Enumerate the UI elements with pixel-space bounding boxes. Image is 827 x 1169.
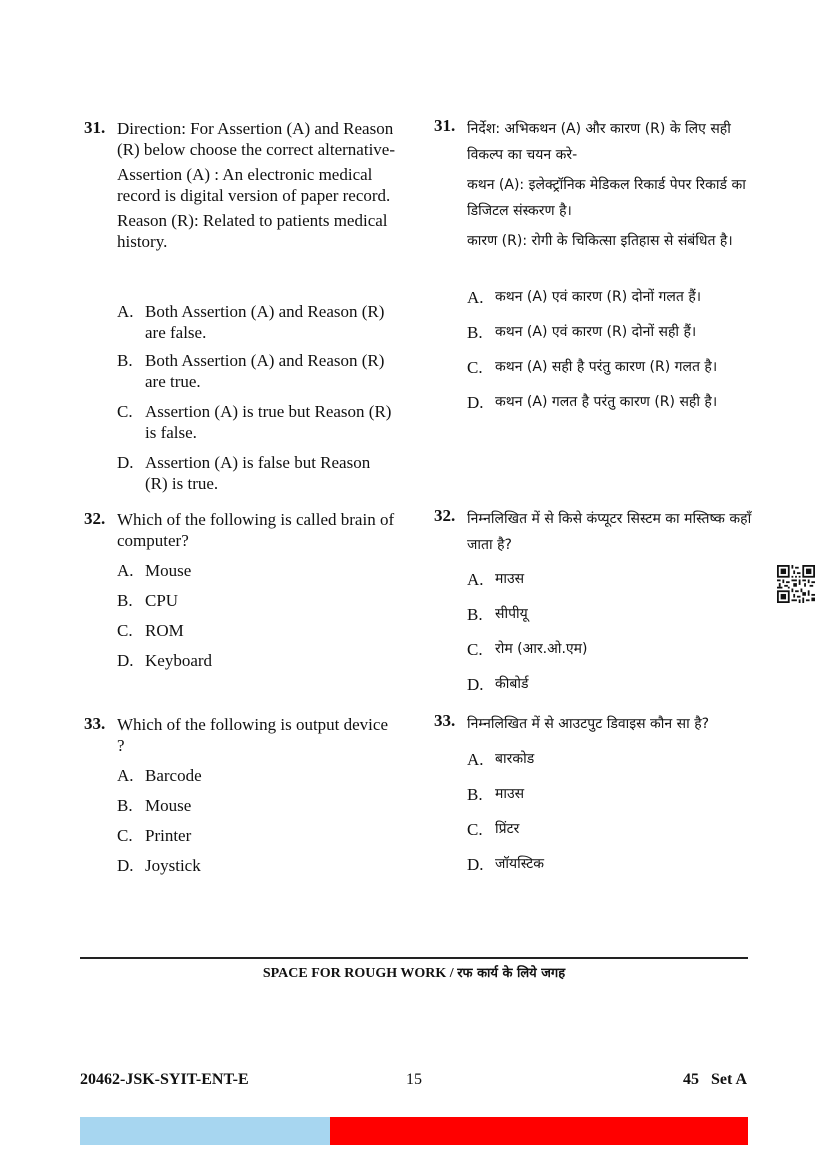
option-text: माउस (495, 571, 525, 587)
option-letter: B. (117, 591, 133, 610)
option-letter: A. (467, 570, 484, 589)
option-letter: C. (467, 640, 483, 659)
question-text (467, 116, 752, 258)
option-text: Both Assertion (A) and Reason (R) are true. (145, 351, 385, 391)
option-text: कथन (A) सही है परंतु कारण (R) गलत है। (495, 359, 718, 375)
question-text (467, 506, 752, 562)
question-paragraph: Assertion (A) : An electronic medical record is digital version of paper record. (117, 165, 391, 205)
footer-band-right (330, 1117, 748, 1145)
option-text: Both Assertion (A) and Reason (R) are false. (145, 302, 385, 342)
option-text: Mouse (145, 796, 192, 815)
section-divider (80, 957, 748, 959)
option-text: Assertion (A) is true but Reason (R) is false. (145, 402, 392, 442)
question-paragraph: Which of the following is output device ? (117, 715, 388, 755)
option-text: CPU (145, 591, 179, 610)
option-text: ROM (145, 621, 184, 640)
option-text: Printer (145, 826, 192, 845)
option-text: रोम (आर.ओ.एम) (495, 641, 588, 657)
footer-band-left (80, 1117, 330, 1145)
option-letter: D. (117, 453, 134, 472)
question-paragraph: निर्देश: अभिकथन (A) और कारण (R) के लिए सही विकल्प का चयन करे- (467, 121, 731, 163)
question-number: 33. (434, 711, 456, 730)
option-text: कथन (A) एवं कारण (R) दोनों गलत हैं। (495, 289, 702, 305)
option-text: प्रिंटर (495, 821, 520, 837)
option-text: कथन (A) गलत है परंतु कारण (R) सही है। (495, 394, 718, 410)
option-text: कीबोर्ड (495, 676, 529, 692)
option-letter: B. (467, 605, 483, 624)
option-letter: D. (467, 675, 484, 694)
question-text (117, 714, 397, 760)
question-number: 31. (84, 118, 106, 137)
option-letter: B. (117, 796, 133, 815)
question-number: 32. (434, 506, 456, 525)
option-letter: D. (117, 856, 134, 875)
question-text (467, 711, 777, 741)
option-letter: B. (117, 351, 133, 370)
option-text: Mouse (145, 561, 192, 580)
page-number: 15 (406, 1071, 422, 1088)
option-text: Assertion (A) is false but Reason (R) is true. (145, 453, 371, 493)
option-letter: A. (467, 288, 484, 307)
option-letter: A. (467, 750, 484, 769)
option-letter: C. (117, 826, 133, 845)
option-text: माउस (495, 786, 525, 802)
option-letter: A. (117, 302, 134, 321)
option-letter: C. (117, 621, 133, 640)
option-letter: B. (467, 323, 483, 342)
option-letter: C. (467, 358, 483, 377)
question-number: 33. (84, 714, 106, 733)
option-text: कथन (A) एवं कारण (R) दोनों सही हैं। (495, 324, 697, 340)
paper-code: 20462-JSK-SYIT-ENT-E (80, 1071, 249, 1088)
option-letter: D. (467, 393, 484, 412)
rough-work-hi: रफ कार्य के लिये जगह (457, 966, 566, 981)
option-text: सीपीयू (495, 606, 528, 622)
question-paragraph: कारण (R): रोगी के चिकित्सा इतिहास से संबंधित है। (467, 233, 733, 249)
set-label: 45 Set A (683, 1071, 747, 1088)
option-letter: B. (467, 785, 483, 804)
question-number: 32. (84, 509, 106, 528)
question-number: 31. (434, 116, 456, 135)
question-paragraph: Direction: For Assertion (A) and Reason (R) below choose the correct alternative- (117, 119, 396, 159)
option-letter: D. (467, 855, 484, 874)
question-paragraph: Which of the following is called brain of computer? (117, 510, 395, 550)
question-paragraph: निम्नलिखित में से किसे कंप्यूटर सिस्टम का मस्तिष्क कहाँ जाता है? (467, 511, 752, 553)
option-letter: A. (117, 561, 134, 580)
option-text: बारकोड (495, 751, 535, 767)
rough-work-label (80, 963, 748, 982)
option-text: Joystick (145, 856, 201, 875)
option-letter: C. (467, 820, 483, 839)
rough-work-en: SPACE FOR ROUGH WORK / (262, 966, 458, 981)
option-text: Barcode (145, 766, 202, 785)
question-paragraph: Reason (R): Related to patients medical history. (117, 211, 388, 251)
question-paragraph: कथन (A): इलेक्ट्रॉनिक मेडिकल रिकार्ड पेपर रिकार्ड का डिजिटल संस्करण है। (467, 177, 746, 219)
question-text (117, 509, 397, 555)
option-text: जॉयस्टिक (495, 856, 545, 872)
question-text (117, 118, 397, 256)
question-paragraph: निम्नलिखित में से आउटपुट डिवाइस कौन सा है? (467, 716, 710, 732)
option-letter: C. (117, 402, 133, 421)
option-text: Keyboard (145, 651, 213, 670)
option-letter: A. (117, 766, 134, 785)
option-letter: D. (117, 651, 134, 670)
qr-code-icon (777, 565, 815, 603)
